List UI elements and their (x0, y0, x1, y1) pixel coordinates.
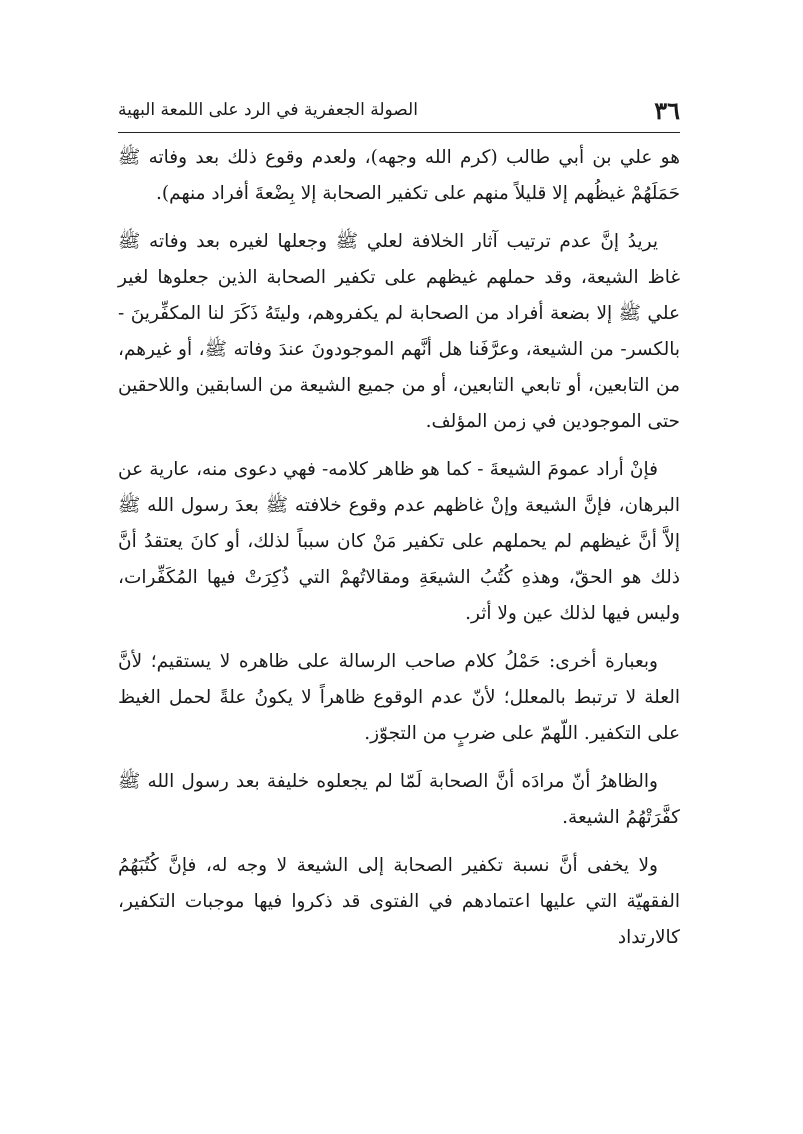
paragraph-2: يريدُ إنَّ عدم ترتيب آثار الخلافة لعلي ﷺ وجعلها لغيره بعد وفاته ﷺ غاظ الشيعة، وقد حملهم غيظهم على تكفير الصحابة الذين جعلوها لغير علي ﷺ إلا بضعة أفراد من الصحابة لم يكفروهم، وليتَهُ ذَكَرَ لنا المكفِّرينَ - بالكسر- من الشيعة، وعرَّفَنا هل أنَّهم الموجودونَ عندَ وفاته ﷺ، أو غيرهم، من التابعين، أو تابعي التابعين، أو من جميع الشيعة من السابقين واللاحقين حتى الموجودين في زمن المؤلف. (118, 231, 680, 432)
paragraph-5: والظاهرُ أنّ مرادَه أنَّ الصحابة لَمّا لم يجعلوه خليفة بعد رسول الله ﷺ كفَّرَتْهُمُ الشيعة. (118, 771, 680, 828)
running-title: الصولة الجعفرية في الرد على اللمعة البهية (118, 100, 418, 120)
page-header (118, 94, 680, 128)
page-number: ٣٦ (654, 96, 680, 125)
paragraph-1: هو علي بن أبي طالب (كرم الله وجهه)، ولعدم وقوع ذلك بعد وفاته ﷺ حَمَلَهُمْ غيظُهم إلا قليلاً منهم على تكفير الصحابة إلا بِضْعةَ أفراد منهم). (118, 147, 680, 204)
paragraph-6: ولا يخفى أنَّ نسبة تكفير الصحابة إلى الشيعة لا وجه له، فإنَّ كُتُبَهُمُ الفقهيّة التي عليها اعتمادهم في الفتوى قد ذكروا فيها موجبات التكفير، كالارتداد (118, 855, 680, 948)
body-text (118, 140, 680, 968)
paragraph-4: وبعبارة أخرى: حَمْلُ كلام صاحب الرسالة على ظاهره لا يستقيم؛ لأنَّ العلة لا ترتبط بالمعلل؛ لأنّ عدم الوقوع ظاهراً لا يكونُ علةً لحمل الغيظ على التكفير. اللّهمّ على ضربٍ من التجوّز. (118, 651, 680, 744)
paragraph-3: فإنْ أراد عمومَ الشيعةَ - كما هو ظاهر كلامه- فهي دعوى منه، عارية عن البرهان، فإنَّ الشيعة وإنْ غاظهم عدم وقوع خلافته ﷺ بعدَ رسول الله ﷺ إلاَّ أنَّ غيظهم لم يحملهم على تكفير مَنْ كان سبباً لذلك، أو كانَ يعتقدُ أنَّ ذلك هو الحقّ، وهذهِ كُتُبُ الشيعَةِ ومقالاتُهمْ التي ذُكِرَتْ فيها المُكَفِّرات، وليس فيها لذلك عين ولا أثر. (118, 459, 680, 624)
header-divider (118, 132, 680, 133)
